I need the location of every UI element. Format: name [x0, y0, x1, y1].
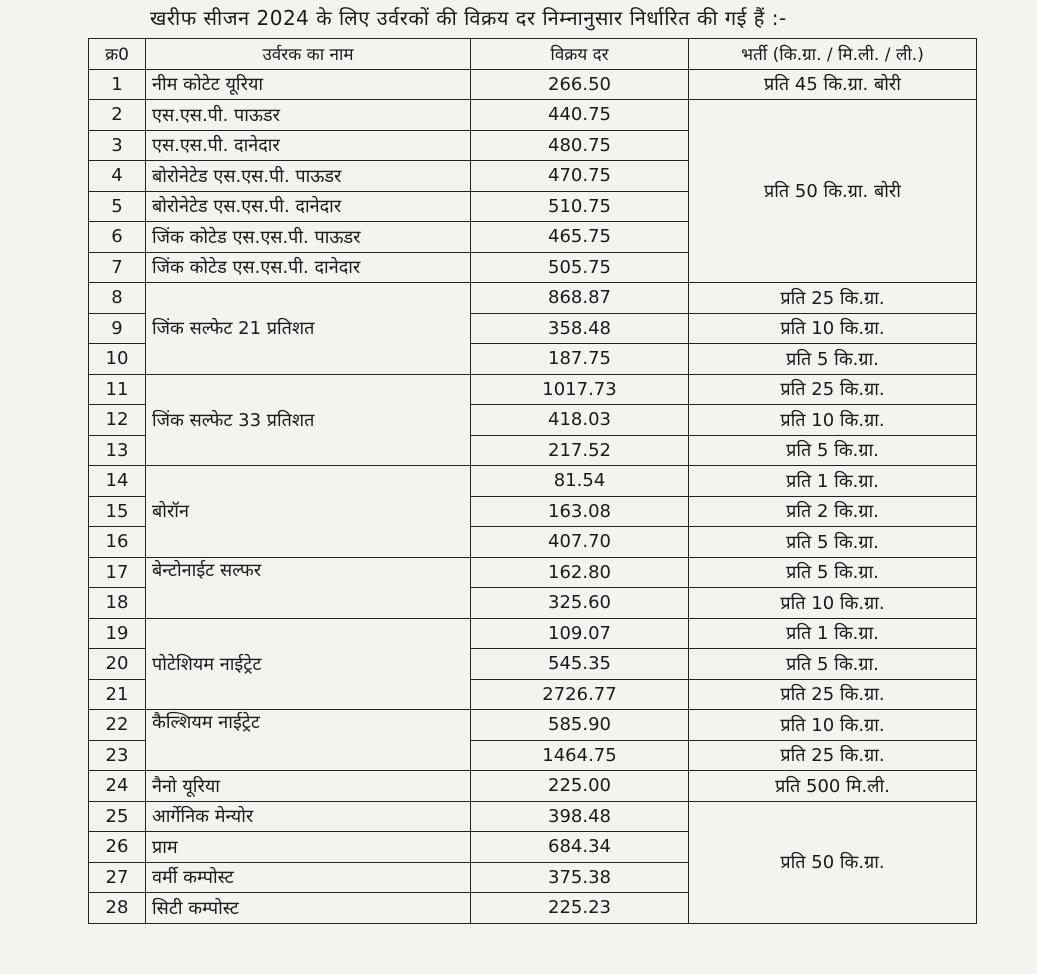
fertilizer-name-cell: जिंक कोटेड एस.एस.पी. पाऊडर	[146, 222, 471, 253]
table-row	[89, 771, 977, 802]
rate-cell: 266.50	[471, 69, 689, 100]
rate-cell: 1017.73	[471, 374, 689, 405]
serial-cell: 18	[89, 588, 146, 619]
fertilizer-name-cell: सिटी कम्पोस्ट	[146, 893, 471, 924]
serial-cell: 4	[89, 161, 146, 192]
fertilizer-name-cell: बेन्टोनाईट सल्फर	[146, 557, 471, 618]
serial-cell: 20	[89, 649, 146, 680]
serial-cell: 1	[89, 69, 146, 100]
serial-cell: 22	[89, 710, 146, 741]
table-row	[89, 466, 977, 497]
serial-cell: 15	[89, 496, 146, 527]
packing-cell: प्रति 5 कि.ग्रा.	[689, 344, 977, 375]
serial-cell: 25	[89, 801, 146, 832]
rate-cell: 225.23	[471, 893, 689, 924]
rate-cell: 440.75	[471, 100, 689, 131]
packing-cell: प्रति 25 कि.ग्रा.	[689, 740, 977, 771]
table-row	[89, 100, 977, 131]
rate-cell: 585.90	[471, 710, 689, 741]
table-header-row	[89, 39, 977, 70]
fertilizer-name-cell: कैल्शियम नाईट्रेट	[146, 710, 471, 771]
table-row	[89, 283, 977, 314]
serial-cell: 7	[89, 252, 146, 283]
serial-cell: 24	[89, 771, 146, 802]
rate-cell: 163.08	[471, 496, 689, 527]
serial-cell: 6	[89, 222, 146, 253]
fertilizer-name-cell: आर्गेनिक मेन्योर	[146, 801, 471, 832]
packing-cell: प्रति 10 कि.ग्रा.	[689, 405, 977, 436]
packing-cell: प्रति 50 कि.ग्रा. बोरी	[689, 100, 977, 283]
packing-cell: प्रति 5 कि.ग्रा.	[689, 435, 977, 466]
table-row	[89, 69, 977, 100]
serial-cell: 5	[89, 191, 146, 222]
rate-cell: 418.03	[471, 405, 689, 436]
packing-cell: प्रति 50 कि.ग्रा.	[689, 801, 977, 923]
rate-cell: 358.48	[471, 313, 689, 344]
packing-cell: प्रति 25 कि.ग्रा.	[689, 283, 977, 314]
table-row	[89, 557, 977, 588]
rate-cell: 505.75	[471, 252, 689, 283]
header-packing: भर्ती (कि.ग्रा. / मि.ली. / ली.)	[689, 39, 977, 70]
fertilizer-rate-table	[88, 38, 977, 924]
rate-cell: 480.75	[471, 130, 689, 161]
packing-cell: प्रति 10 कि.ग्रा.	[689, 588, 977, 619]
packing-cell: प्रति 1 कि.ग्रा.	[689, 466, 977, 497]
serial-cell: 19	[89, 618, 146, 649]
serial-cell: 8	[89, 283, 146, 314]
table-row	[89, 710, 977, 741]
fertilizer-name-cell: नीम कोटेट यूरिया	[146, 69, 471, 100]
packing-cell: प्रति 25 कि.ग्रा.	[689, 679, 977, 710]
packing-cell: प्रति 45 कि.ग्रा. बोरी	[689, 69, 977, 100]
table-row	[89, 374, 977, 405]
fertilizer-name-cell: जिंक सल्फेट 33 प्रतिशत	[146, 374, 471, 466]
packing-cell: प्रति 5 कि.ग्रा.	[689, 527, 977, 558]
fertilizer-name-cell: वर्मी कम्पोस्ट	[146, 862, 471, 893]
rate-cell: 465.75	[471, 222, 689, 253]
rate-cell: 470.75	[471, 161, 689, 192]
rate-cell: 2726.77	[471, 679, 689, 710]
serial-cell: 3	[89, 130, 146, 161]
packing-cell: प्रति 1 कि.ग्रा.	[689, 618, 977, 649]
rate-cell: 81.54	[471, 466, 689, 497]
serial-cell: 9	[89, 313, 146, 344]
rate-cell: 162.80	[471, 557, 689, 588]
header-fertilizer-name: उर्वरक का नाम	[146, 39, 471, 70]
rate-cell: 325.60	[471, 588, 689, 619]
header-sale-rate: विक्रय दर	[471, 39, 689, 70]
serial-cell: 28	[89, 893, 146, 924]
fertilizer-name-cell: जिंक कोटेड एस.एस.पी. दानेदार	[146, 252, 471, 283]
rate-cell: 217.52	[471, 435, 689, 466]
rate-cell: 109.07	[471, 618, 689, 649]
serial-cell: 14	[89, 466, 146, 497]
rate-cell: 684.34	[471, 832, 689, 863]
serial-cell: 13	[89, 435, 146, 466]
fertilizer-name-cell: जिंक सल्फेट 21 प्रतिशत	[146, 283, 471, 375]
rate-cell: 510.75	[471, 191, 689, 222]
packing-cell: प्रति 10 कि.ग्रा.	[689, 710, 977, 741]
fertilizer-name-cell: पोटेशियम नाईट्रेट	[146, 618, 471, 710]
rate-cell: 225.00	[471, 771, 689, 802]
header-serial: क्र0	[89, 39, 146, 70]
serial-cell: 26	[89, 832, 146, 863]
fertilizer-name-cell: प्राम	[146, 832, 471, 863]
serial-cell: 27	[89, 862, 146, 893]
rate-cell: 545.35	[471, 649, 689, 680]
table-row	[89, 801, 977, 832]
serial-cell: 12	[89, 405, 146, 436]
serial-cell: 21	[89, 679, 146, 710]
packing-cell: प्रति 25 कि.ग्रा.	[689, 374, 977, 405]
document-heading: खरीफ सीजन 2024 के लिए उर्वरकों की विक्रय दर निम्नानुसार निर्धारित की गई हैं :-	[150, 6, 787, 30]
rate-cell: 868.87	[471, 283, 689, 314]
serial-cell: 10	[89, 344, 146, 375]
rate-cell: 398.48	[471, 801, 689, 832]
fertilizer-name-cell: बोरोनेटेड एस.एस.पी. पाऊडर	[146, 161, 471, 192]
serial-cell: 16	[89, 527, 146, 558]
serial-cell: 17	[89, 557, 146, 588]
packing-cell: प्रति 5 कि.ग्रा.	[689, 557, 977, 588]
fertilizer-name-cell: नैनो यूरिया	[146, 771, 471, 802]
packing-cell: प्रति 2 कि.ग्रा.	[689, 496, 977, 527]
rate-cell: 1464.75	[471, 740, 689, 771]
serial-cell: 11	[89, 374, 146, 405]
fertilizer-name-cell: एस.एस.पी. दानेदार	[146, 130, 471, 161]
serial-cell: 2	[89, 100, 146, 131]
rate-cell: 375.38	[471, 862, 689, 893]
table-row	[89, 618, 977, 649]
packing-cell: प्रति 5 कि.ग्रा.	[689, 649, 977, 680]
serial-cell: 23	[89, 740, 146, 771]
packing-cell: प्रति 10 कि.ग्रा.	[689, 313, 977, 344]
rate-cell: 407.70	[471, 527, 689, 558]
fertilizer-name-cell: एस.एस.पी. पाऊडर	[146, 100, 471, 131]
rate-cell: 187.75	[471, 344, 689, 375]
packing-cell: प्रति 500 मि.ली.	[689, 771, 977, 802]
fertilizer-name-cell: बोरोनेटेड एस.एस.पी. दानेदार	[146, 191, 471, 222]
fertilizer-name-cell: बोरॉन	[146, 466, 471, 558]
